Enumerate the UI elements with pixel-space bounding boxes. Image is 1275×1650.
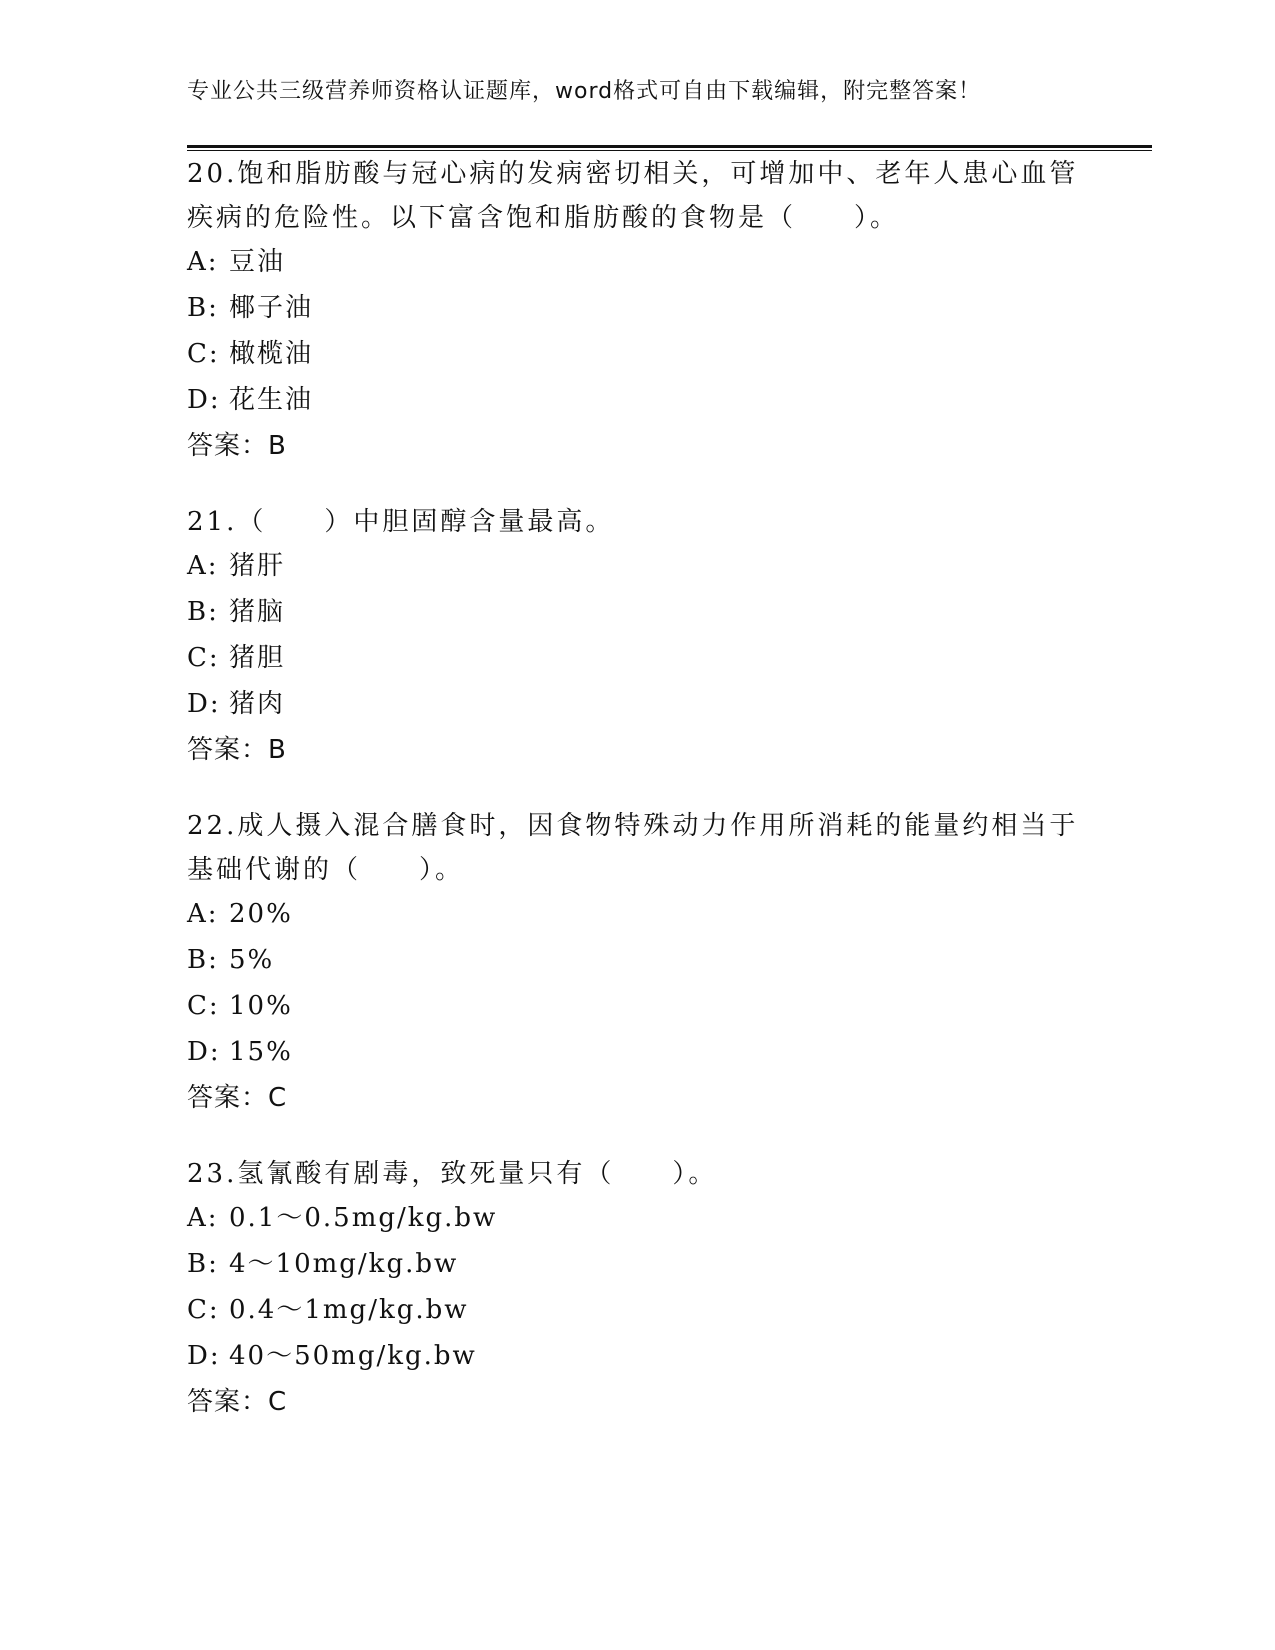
option-a bbox=[187, 544, 1087, 590]
option-text: 10% bbox=[229, 991, 293, 1021]
option-text: 5% bbox=[229, 945, 275, 975]
option-b bbox=[187, 286, 1087, 332]
option-text: 0.4～1mg/kg.bw bbox=[229, 1295, 469, 1325]
question-22 bbox=[187, 804, 1087, 1120]
header-rule-thick bbox=[187, 145, 1152, 148]
header-rule-thin bbox=[187, 150, 1152, 151]
option-c bbox=[187, 332, 1087, 378]
option-letter: B: bbox=[187, 945, 219, 975]
option-c bbox=[187, 1288, 1087, 1334]
option-letter: D: bbox=[187, 385, 221, 415]
option-a bbox=[187, 240, 1087, 286]
option-b bbox=[187, 938, 1087, 984]
option-text: 15% bbox=[229, 1037, 293, 1067]
option-text: 花生油 bbox=[229, 385, 314, 415]
option-d bbox=[187, 1030, 1087, 1076]
option-text: 橄榄油 bbox=[229, 339, 314, 369]
question-number: 23. bbox=[187, 1159, 238, 1189]
question-23 bbox=[187, 1152, 1087, 1424]
option-text: 猪肝 bbox=[229, 551, 286, 581]
option-text: 猪脑 bbox=[229, 597, 286, 627]
answer-line: 答案：B bbox=[187, 431, 287, 461]
page-header: 专业公共三级营养师资格认证题库，word格式可自由下载编辑，附完整答案！ bbox=[187, 79, 982, 104]
option-text: 猪胆 bbox=[229, 643, 286, 673]
answer-line: 答案：B bbox=[187, 735, 287, 765]
question-number: 22. bbox=[187, 811, 238, 841]
option-a bbox=[187, 892, 1087, 938]
question-stem bbox=[187, 152, 1087, 240]
option-b bbox=[187, 1242, 1087, 1288]
option-letter: A: bbox=[187, 1203, 219, 1233]
option-b bbox=[187, 590, 1087, 636]
option-letter: C: bbox=[187, 1295, 220, 1325]
option-letter: D: bbox=[187, 1341, 221, 1371]
option-letter: C: bbox=[187, 643, 220, 673]
option-d bbox=[187, 1334, 1087, 1380]
question-21 bbox=[187, 500, 1087, 772]
option-d bbox=[187, 682, 1087, 728]
option-letter: D: bbox=[187, 689, 221, 719]
option-letter: C: bbox=[187, 991, 220, 1021]
option-text: 椰子油 bbox=[229, 293, 314, 323]
question-stem bbox=[187, 500, 1087, 544]
option-a bbox=[187, 1196, 1087, 1242]
question-stem bbox=[187, 804, 1087, 892]
option-letter: A: bbox=[187, 247, 219, 277]
option-text: 0.1～0.5mg/kg.bw bbox=[229, 1203, 498, 1233]
option-text: 猪肉 bbox=[229, 689, 286, 719]
question-text: （ ）中胆固醇含量最高。 bbox=[237, 507, 615, 537]
option-letter: A: bbox=[187, 551, 219, 581]
option-c bbox=[187, 636, 1087, 682]
question-text: 饱和脂肪酸与冠心病的发病密切相关，可增加中、老年人患心血管疾病的危险性。以下富含饱和脂肪酸的食物是（ ）。 bbox=[187, 159, 1079, 233]
option-text: 4～10mg/kg.bw bbox=[229, 1249, 459, 1279]
answer-line: 答案：C bbox=[187, 1083, 288, 1113]
option-letter: D: bbox=[187, 1037, 221, 1067]
option-d bbox=[187, 378, 1087, 424]
option-letter: A: bbox=[187, 899, 219, 929]
question-text: 氢氰酸有剧毒，致死量只有（ ）。 bbox=[237, 1159, 718, 1189]
question-number: 20. bbox=[187, 159, 238, 189]
option-text: 40～50mg/kg.bw bbox=[229, 1341, 477, 1371]
question-text: 成人摄入混合膳食时，因食物特殊动力作用所消耗的能量约相当于基础代谢的（ ）。 bbox=[187, 811, 1079, 885]
question-number: 21. bbox=[187, 507, 238, 537]
option-text: 20% bbox=[229, 899, 293, 929]
option-letter: C: bbox=[187, 339, 220, 369]
option-letter: B: bbox=[187, 1249, 219, 1279]
option-c bbox=[187, 984, 1087, 1030]
option-letter: B: bbox=[187, 293, 219, 323]
option-letter: B: bbox=[187, 597, 219, 627]
question-stem bbox=[187, 1152, 1087, 1196]
question-20 bbox=[187, 152, 1087, 468]
option-text: 豆油 bbox=[229, 247, 286, 277]
answer-line: 答案：C bbox=[187, 1387, 288, 1417]
